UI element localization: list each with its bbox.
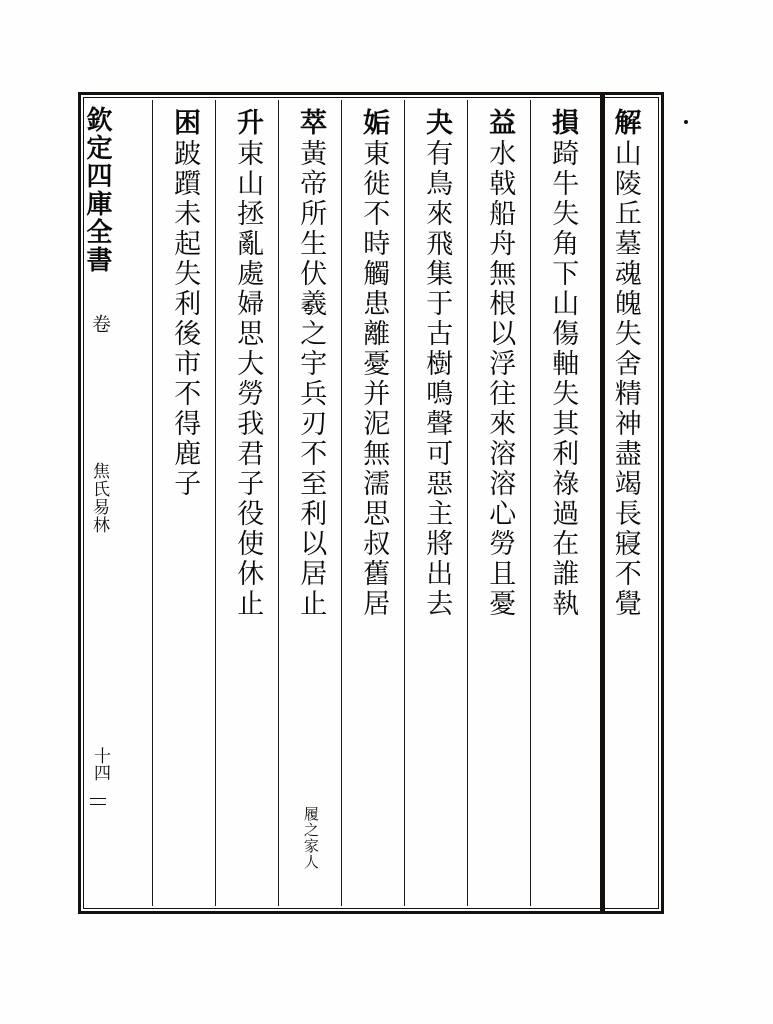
hexagram-name-1: 解 [609, 108, 641, 137]
text-column-1 [593, 100, 656, 906]
hexagram-name-6: 萃 [295, 108, 327, 137]
verse-text-7: 束山拯亂處婦思大勞我君子役使休止 [232, 139, 264, 619]
text-column-3 [467, 100, 530, 906]
hexagram-name-3: 益 [484, 108, 516, 137]
hexagram-name-4: 夬 [421, 108, 453, 137]
chapter-title: 焦氏易林 [89, 462, 109, 534]
volume-mark: 卷 [89, 314, 111, 333]
text-column-6 [278, 100, 341, 906]
page-number: 十四 [90, 747, 110, 781]
verse-text-1: 山陵丘墓魂魄失舍精神盡竭長寢不覺 [609, 139, 641, 619]
verse-text-4: 有鳥來飛集于古樹鳴聲可惡主將出去 [421, 139, 453, 619]
verse-text-3: 水戟船舟無根以浮往來溶溶心勞且憂 [484, 139, 516, 619]
hexagram-name-8: 困 [169, 108, 201, 137]
text-column-5 [341, 100, 404, 906]
hexagram-name-2: 損 [547, 108, 579, 137]
text-column-7 [215, 100, 278, 906]
hexagram-name-7: 升 [232, 108, 264, 137]
verse-text-6: 黃帝所生伏羲之宇兵刃不至利以居止 [295, 139, 327, 619]
verse-text-2: 踦牛失角下山傷軸失其利祿過在誰執 [547, 139, 579, 619]
text-column-8 [152, 100, 215, 906]
text-column-2 [530, 100, 593, 906]
text-column-4 [404, 100, 467, 906]
book-title: 欽定四庫全書 [82, 106, 112, 274]
verse-text-8: 跛躓未起失利後市不得鹿子 [169, 139, 201, 499]
inline-note-6: 履之家人 [301, 806, 320, 870]
verse-text-5: 東徙不時觸患離憂并泥無濡思叔舊居 [358, 139, 390, 619]
hexagram-name-5: 姤 [358, 108, 390, 137]
ink-speck [684, 120, 688, 124]
text-columns [82, 100, 656, 906]
